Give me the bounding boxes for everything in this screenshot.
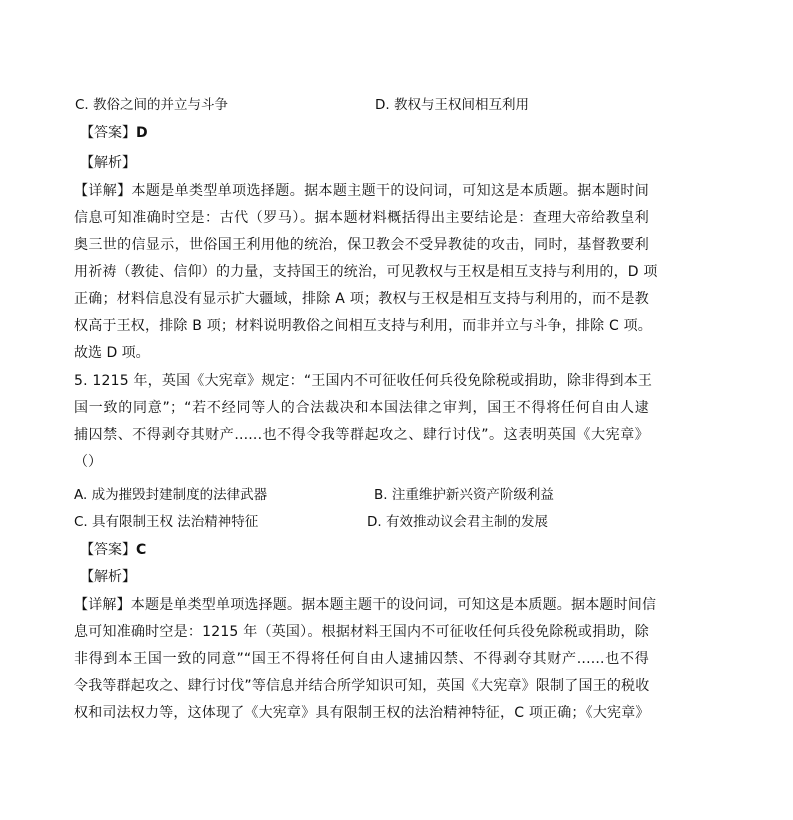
q5-stem-line: （）: [74, 454, 102, 470]
q4-answer-label: 【答案】: [80, 125, 136, 141]
q4-detail-line: 权高于王权，排除 B 项；材料说明教俗之间相互支持与利用，而非并立与斗争，排除 C 项。: [74, 318, 652, 334]
q5-stem-line: 5. 1215 年，英国《大宪章》规定：“王国内不可征收任何兵役免除税或捐助，除非得到本王: [74, 373, 653, 389]
q5-detail-line: 权和司法权力等，这体现了《大宪章》具有限制王权的法治精神特征，C 项正确；《大宪章》: [74, 705, 650, 721]
q4-detail-line: 故选 D 项。: [74, 345, 150, 361]
q5-detail-line: 令我等群起攻之、肆行讨伐”等信息并结合所学知识可知，英国《大宪章》限制了国王的税收: [74, 678, 650, 694]
q4-detail-line: 用祈祷（教徒、信仰）的力量，支持国王的统治，可见教权与王权是相互支持与利用的，D 项: [74, 264, 658, 280]
q4-option-d: D. 教权与王权间相互利用: [375, 97, 529, 113]
q5-detail-line: 非得到本王国一致的同意”“国王不得将任何自由人逮捕囚禁、不得剥夺其财产......也不得: [74, 651, 649, 667]
q5-answer-label: 【答案】: [80, 542, 136, 558]
q5-answer: [80, 540, 146, 560]
q5-option-c: C. 具有限制王权 法治精神特征: [74, 514, 259, 530]
q4-option-c: C. 教俗之间的并立与斗争: [75, 97, 229, 113]
q4-detail-line: 信息可知准确时空是：古代（罗马）。据本题材料概括得出主要结论是：查理大帝给教皇利: [74, 210, 649, 226]
q5-option-a: A. 成为摧毁封建制度的法律武器: [74, 487, 268, 503]
q5-option-d: D. 有效推动议会君主制的发展: [367, 514, 548, 530]
q5-detail-line: 息可知准确时空是：1215 年（英国）。根据材料王国内不可征收任何兵役免除税或捐助，除: [74, 624, 649, 640]
q5-option-b: B. 注重维护新兴资产阶级利益: [374, 487, 554, 503]
q5-analysis-label: 【解析】: [80, 569, 136, 585]
q4-detail-line: 正确；材料信息没有显示扩大疆域，排除 A 项；教权与王权是相互支持与利用的，而不是教: [74, 291, 650, 307]
q4-detail-line: 奥三世的信显示，世俗国王利用他的统治，保卫教会不受异教徒的攻击，同时，基督教要利: [74, 237, 649, 253]
q5-detail-line: 【详解】本题是单类型单项选择题。据本题主题干的设问词，可知这是本质题。据本题时间信: [74, 597, 657, 613]
q5-answer-value: C: [136, 542, 147, 558]
q5-stem-line: 捕囚禁、不得剥夺其财产......也不得令我等群起攻之、肆行讨伐”。这表明英国《大宪章》: [74, 427, 649, 443]
q4-answer: [80, 123, 148, 143]
q4-detail-line: 【详解】本题是单类型单项选择题。据本题主题干的设问词，可知这是本质题。据本题时间: [74, 183, 649, 199]
q4-answer-value: D: [136, 125, 148, 141]
q4-analysis-label: 【解析】: [80, 155, 136, 171]
q5-stem-line: 国一致的同意”；“若不经同等人的合法裁决和本国法律之审判，国王不得将任何自由人逮: [74, 400, 649, 416]
